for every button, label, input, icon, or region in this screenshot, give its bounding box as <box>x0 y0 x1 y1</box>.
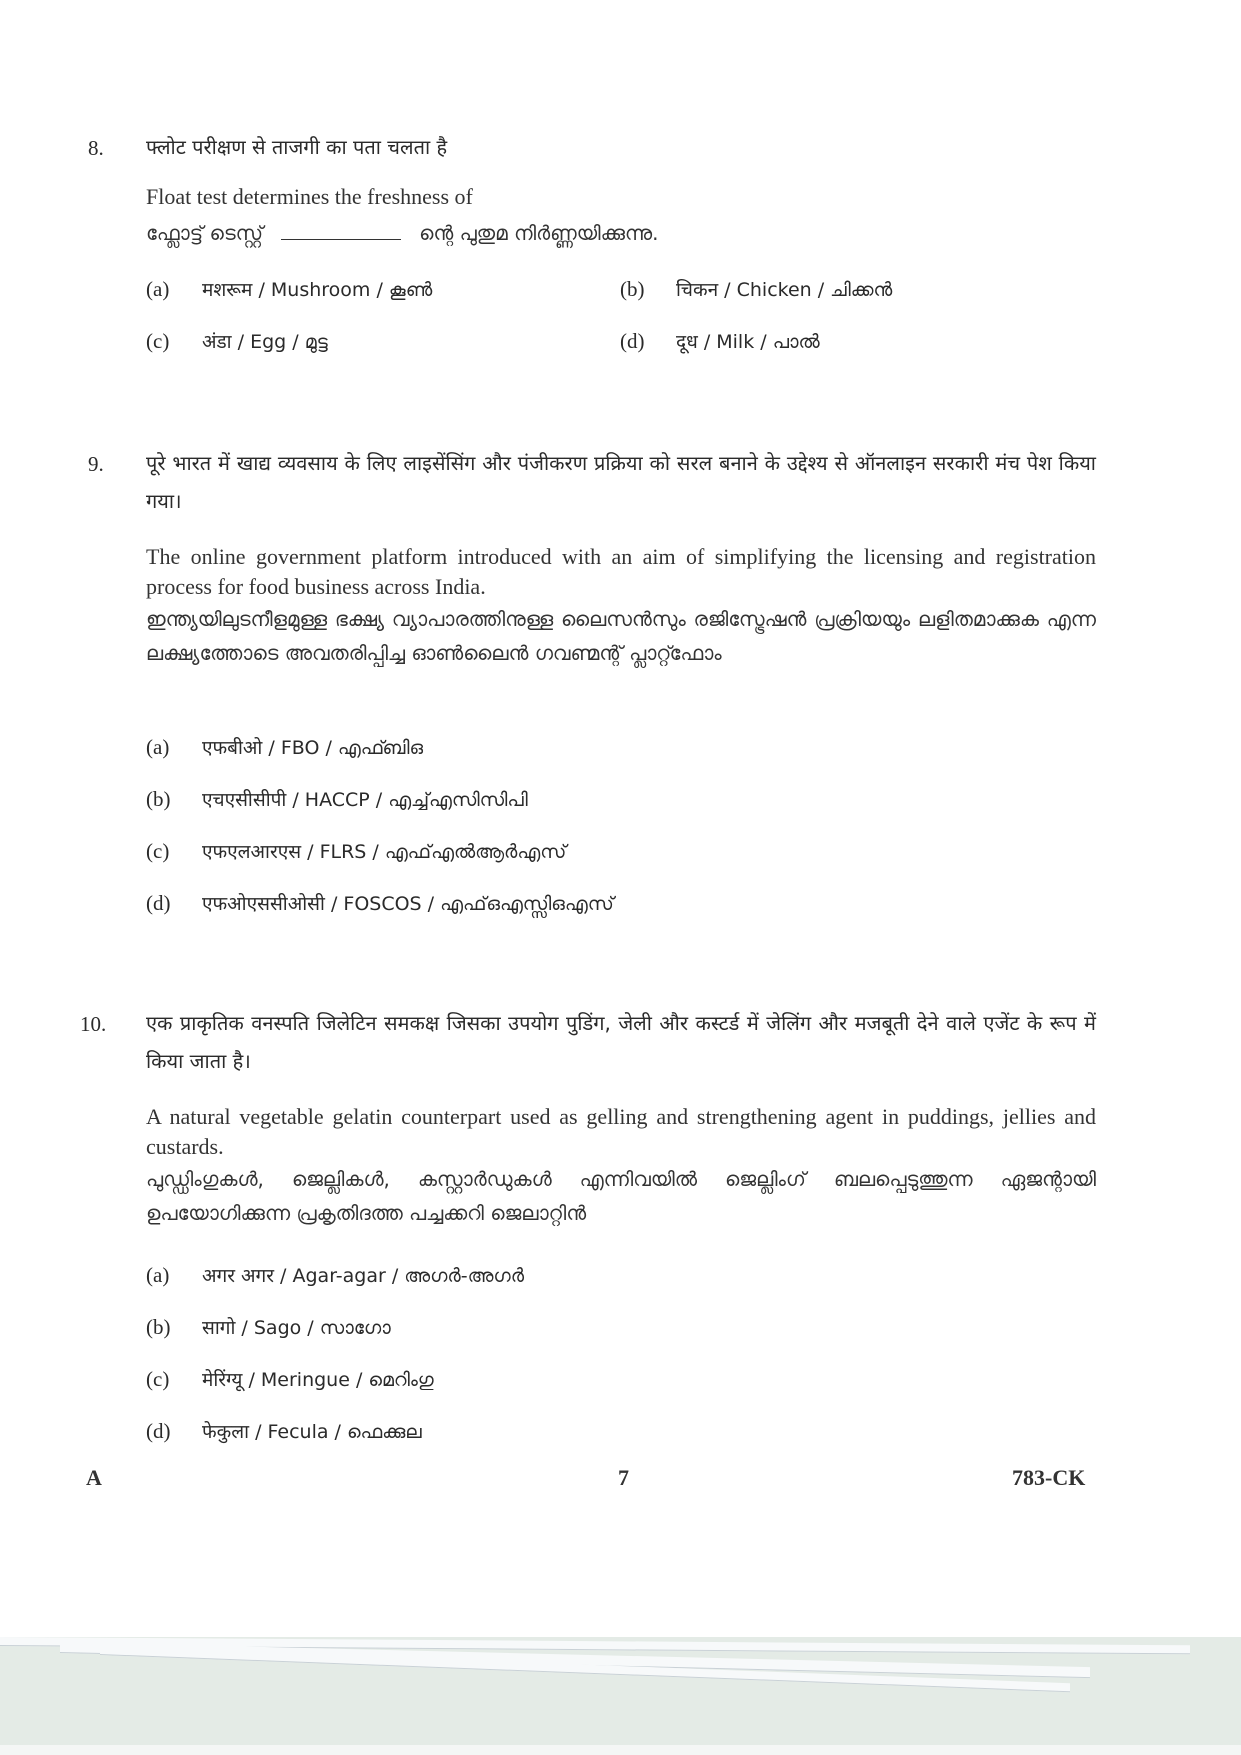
page-number: 7 <box>618 1465 629 1490</box>
scan-bottom-edge <box>0 1745 1241 1755</box>
question-number: 10. <box>80 1012 107 1036</box>
option-a: (a) मशरूम / Mushroom / കൂൺ <box>146 277 433 301</box>
question-number: 8. <box>88 136 104 160</box>
question-number: 9. <box>88 452 104 476</box>
answer-blank <box>281 223 401 240</box>
option-a: (a) अगर अगर / Agar-agar / അഗർ-അഗർ <box>146 1263 524 1287</box>
series-label: A <box>86 1465 102 1490</box>
option-c: (c) एफएलआरएस / FLRS / എഫ്എൽആർഎസ് <box>146 839 567 863</box>
option-a: (a) एफबीओ / FBO / എഫ്ബിഒ <box>146 735 424 759</box>
question-malayalam: ഇന്ത്യയിലുടനീളമുള്ള ഭക്ഷ്യ വ്യാപാരത്തിനുള്ള ലൈസൻസും രജിസ്ട്രേഷൻ പ്രക്രിയയും ലളിതമാക്കുക എന്ന ലക്ഷ്യത്തോടെ അവതരിപ്പിച്ച ഓൺലൈൻ ഗവണ്മന്റ് പ്ലാറ്റ്ഫോം <box>146 607 1096 665</box>
option-b: (b) सागो / Sago / സാഗോ <box>146 1315 391 1339</box>
question-hindi: एक प्राकृतिक वनस्पति जिलेटिन समकक्ष जिसका उपयोग पुडिंग, जेली और कस्टर्ड में जेलिंग और मजबूती देने वाले एजेंट के रूप में किया जाता है। <box>146 1011 1096 1073</box>
paper-code: 783-CK <box>1012 1465 1086 1490</box>
option-c: (c) अंडा / Egg / മുട്ട <box>146 329 328 353</box>
question-english: A natural vegetable gelatin counterpart used as gelling and strengthening agent in puddings, jellies and custards. <box>146 1104 1096 1159</box>
question-malayalam: ഫ്ലോട്ട് ടെസ്റ്റ് ന്റെ പുതുമ നിർണ്ണയിക്കുന്നു. <box>146 221 659 245</box>
question-hindi: फ्लोट परीक्षण से ताजगी का पता चलता है <box>146 135 448 159</box>
question-hindi: पूरे भारत में खाद्य व्यवसाय के लिए लाइसेंसिंग और पंजीकरण प्रक्रिया को सरल बनाने के उद्देश्य से ऑनलाइन सरकारी मंच पेश किया गया। <box>146 451 1096 513</box>
option-d: (d) एफओएससीओसी / FOSCOS / എഫ്ഒഎസ്സിഒഎസ് <box>146 891 614 915</box>
option-b: (b) चिकन / Chicken / ചിക്കൻ <box>620 277 893 301</box>
question-english: The online government platform introduced with an aim of simplifying the licensing and registration process for food business across India. <box>146 544 1096 599</box>
option-d: (d) दूध / Milk / പാൽ <box>620 329 820 353</box>
option-c: (c) मेरिंग्यू / Meringue / മെറിംഗു <box>146 1367 434 1391</box>
question-english: Float test determines the freshness of <box>146 184 473 209</box>
option-d: (d) फेकुला / Fecula / ഫെക്കുല <box>146 1419 422 1443</box>
question-malayalam: പുഡ്ഡിംഗുകൾ, ജെല്ലികൾ, കസ്റ്റാർഡുകൾ എന്നിവയിൽ ജെല്ലിംഗ് ബലപ്പെടുത്തുന്ന ഏജന്റായി ഉപയോഗിക്കുന്ന പ്രകൃതിദത്ത പച്ചക്കറി ജെലാറ്റിൻ <box>146 1167 1096 1225</box>
option-b: (b) एचएसीसीपी / HACCP / എച്ച്എസിസിപി <box>146 787 528 811</box>
